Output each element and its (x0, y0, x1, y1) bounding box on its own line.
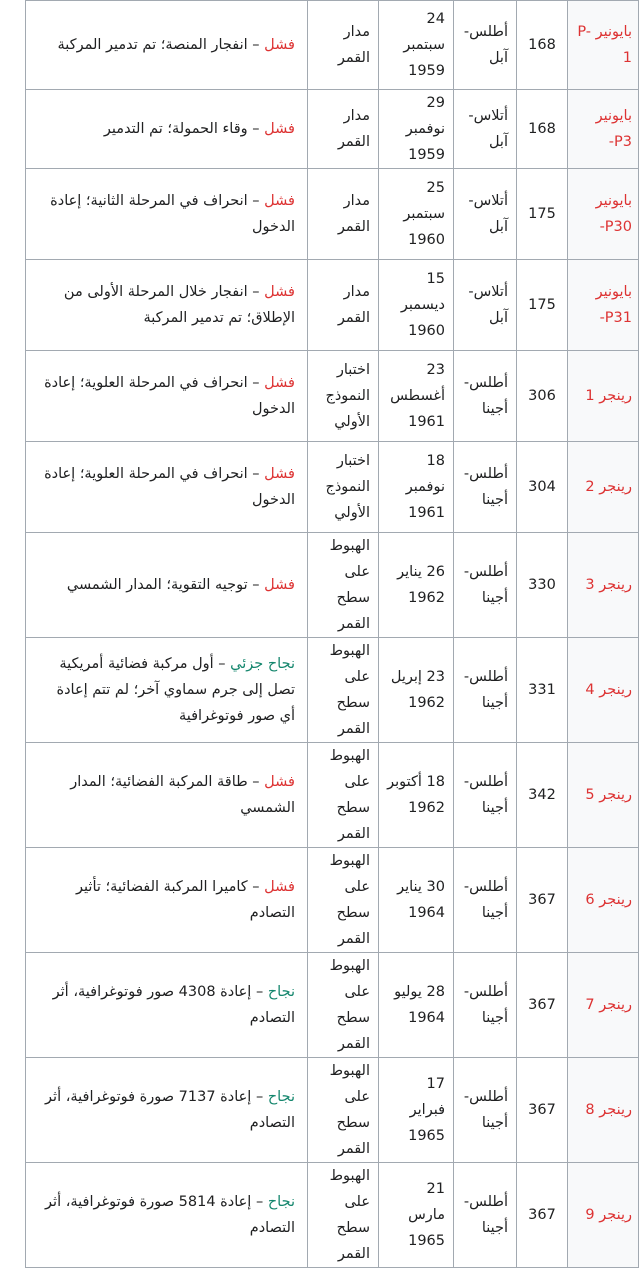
mission-cell: مدار القمر (308, 260, 379, 351)
vehicle-link[interactable]: بايونير P31- (568, 260, 639, 351)
result-cell (26, 1, 308, 90)
launch-date-cell: 23 إبريل 1962 (379, 638, 454, 743)
table-row (26, 1163, 639, 1268)
launch-date-cell: 30 يناير 1964 (379, 848, 454, 953)
launch-date-cell: 26 يناير 1962 (379, 533, 454, 638)
mission-cell: مدار القمر (308, 169, 379, 260)
result-detail: – انحراف في المرحلة العلوية؛ إعادة الدخول (44, 375, 295, 417)
mass-cell: 304 (517, 442, 568, 533)
rocket-cell: أطلس-أجينا (454, 1163, 517, 1268)
rocket-cell: أطلس-أجينا (454, 953, 517, 1058)
result-detail: – انفجار المنصة؛ تم تدمير المركبة (57, 37, 265, 53)
status-label: فشل (264, 577, 295, 593)
result-cell (26, 90, 308, 169)
status-label: فشل (264, 284, 295, 300)
mass-cell: 168 (517, 90, 568, 169)
status-label: فشل (264, 375, 295, 391)
missions-table-wrapper (25, 0, 639, 1268)
launch-date-cell: 18 نوفمبر 1961 (379, 442, 454, 533)
table-body (26, 1, 639, 1268)
vehicle-link[interactable]: رينجر 7 (568, 953, 639, 1058)
result-detail: – انفجار خلال المرحلة الأولى من الإطلاق؛ تم تدمير المركبة (63, 284, 295, 326)
mass-cell: 367 (517, 953, 568, 1058)
result-detail: – انحراف في المرحلة الثانية؛ إعادة الدخول (50, 193, 295, 235)
result-detail: – طاقة المركبة الفضائية؛ المدار الشمسي (70, 774, 295, 816)
launch-date-cell: 15 ديسمبر 1960 (379, 260, 454, 351)
vehicle-link[interactable]: رينجر 2 (568, 442, 639, 533)
status-label: نجاح (267, 1194, 295, 1210)
mass-cell: 331 (517, 638, 568, 743)
rocket-cell: أتلاس-آبل (454, 169, 517, 260)
result-cell (26, 743, 308, 848)
rocket-cell: أطلس-أجينا (454, 533, 517, 638)
result-detail: – توجيه التقوية؛ المدار الشمسي (66, 577, 265, 593)
mass-cell: 367 (517, 848, 568, 953)
rocket-cell: أطلس-آبل (454, 1, 517, 90)
mass-cell: 175 (517, 169, 568, 260)
vehicle-link[interactable]: رينجر 4 (568, 638, 639, 743)
rocket-cell: أطلس-أجينا (454, 638, 517, 743)
rocket-cell: أتلاس-آبل (454, 260, 517, 351)
rocket-cell: أطلس-أجينا (454, 743, 517, 848)
mass-cell: 306 (517, 351, 568, 442)
launch-date-cell: 18 أكتوبر 1962 (379, 743, 454, 848)
vehicle-link[interactable]: رينجر 9 (568, 1163, 639, 1268)
mass-cell: 367 (517, 1058, 568, 1163)
status-label: نجاح (267, 984, 295, 1000)
table-row (26, 1058, 639, 1163)
mass-cell: 168 (517, 1, 568, 90)
lunar-missions-table (25, 0, 639, 1268)
result-detail: – أول مركبة فضائية أمريكية تصل إلى جرم سماوي آخر؛ لم تتم إعادة أي صور فوتوغرافية (56, 656, 295, 724)
launch-date-cell: 23 أغسطس 1961 (379, 351, 454, 442)
mission-cell: اختبار النموذج الأولي (308, 351, 379, 442)
mass-cell: 342 (517, 743, 568, 848)
mission-cell: الهبوط على سطح القمر (308, 953, 379, 1058)
mission-cell: الهبوط على سطح القمر (308, 848, 379, 953)
launch-date-cell: 29 نوفمبر 1959 (379, 90, 454, 169)
table-row (26, 90, 639, 169)
result-cell (26, 442, 308, 533)
status-label: فشل (264, 193, 295, 209)
table-row (26, 351, 639, 442)
status-label: نجاح (267, 1089, 295, 1105)
result-cell (26, 848, 308, 953)
vehicle-link[interactable]: رينجر 5 (568, 743, 639, 848)
status-label: نجاح جزئي (230, 656, 295, 672)
result-cell (26, 260, 308, 351)
mission-cell: الهبوط على سطح القمر (308, 533, 379, 638)
result-detail: – إعادة 7137 صورة فوتوغرافية، أثر التصادم (45, 1089, 295, 1131)
vehicle-link[interactable]: رينجر 8 (568, 1058, 639, 1163)
result-cell (26, 953, 308, 1058)
table-row (26, 260, 639, 351)
vehicle-link[interactable]: رينجر 3 (568, 533, 639, 638)
status-label: فشل (264, 466, 295, 482)
mission-cell: اختبار النموذج الأولي (308, 442, 379, 533)
result-cell (26, 638, 308, 743)
result-detail: – إعادة 5814 صورة فوتوغرافية، أثر التصادم (45, 1194, 295, 1236)
status-label: فشل (264, 121, 295, 137)
mass-cell: 367 (517, 1163, 568, 1268)
launch-date-cell: 28 يوليو 1964 (379, 953, 454, 1058)
mission-cell: مدار القمر (308, 1, 379, 90)
vehicle-link[interactable]: رينجر 1 (568, 351, 639, 442)
result-cell (26, 169, 308, 260)
mission-cell: الهبوط على سطح القمر (308, 743, 379, 848)
rocket-cell: أتلاس-آبل (454, 90, 517, 169)
launch-date-cell: 17 فبراير 1965 (379, 1058, 454, 1163)
rocket-cell: أطلس-أجينا (454, 351, 517, 442)
launch-date-cell: 24 سبتمبر 1959 (379, 1, 454, 90)
result-cell (26, 351, 308, 442)
mass-cell: 330 (517, 533, 568, 638)
table-row (26, 848, 639, 953)
table-row (26, 169, 639, 260)
status-label: فشل (264, 879, 295, 895)
result-detail: – انحراف في المرحلة العلوية؛ إعادة الدخول (44, 466, 295, 508)
result-cell (26, 1058, 308, 1163)
result-detail: – وقاء الحمولة؛ تم التدمير (103, 121, 265, 137)
status-label: فشل (264, 774, 295, 790)
launch-date-cell: 25 سبتمبر 1960 (379, 169, 454, 260)
vehicle-link[interactable]: بايونير P-1 (568, 1, 639, 90)
vehicle-link[interactable]: رينجر 6 (568, 848, 639, 953)
table-row (26, 442, 639, 533)
table-row (26, 743, 639, 848)
vehicle-link[interactable]: بايونير P30- (568, 169, 639, 260)
vehicle-link[interactable]: بايونير P3- (568, 90, 639, 169)
table-row (26, 533, 639, 638)
rocket-cell: أطلس-أجينا (454, 442, 517, 533)
table-row (26, 1, 639, 90)
mission-cell: الهبوط على سطح القمر (308, 1163, 379, 1268)
rocket-cell: أطلس-أجينا (454, 848, 517, 953)
mass-cell: 175 (517, 260, 568, 351)
result-detail: – إعادة 4308 صور فوتوغرافية، أثر التصادم (52, 984, 295, 1026)
result-detail: – كاميرا المركبة الفضائية؛ تأثير التصادم (76, 879, 295, 921)
table-row (26, 638, 639, 743)
result-cell (26, 533, 308, 638)
result-cell (26, 1163, 308, 1268)
status-label: فشل (264, 37, 295, 53)
table-row (26, 953, 639, 1058)
launch-date-cell: 21 مارس 1965 (379, 1163, 454, 1268)
mission-cell: الهبوط على سطح القمر (308, 1058, 379, 1163)
mission-cell: مدار القمر (308, 90, 379, 169)
mission-cell: الهبوط على سطح القمر (308, 638, 379, 743)
rocket-cell: أطلس-أجينا (454, 1058, 517, 1163)
